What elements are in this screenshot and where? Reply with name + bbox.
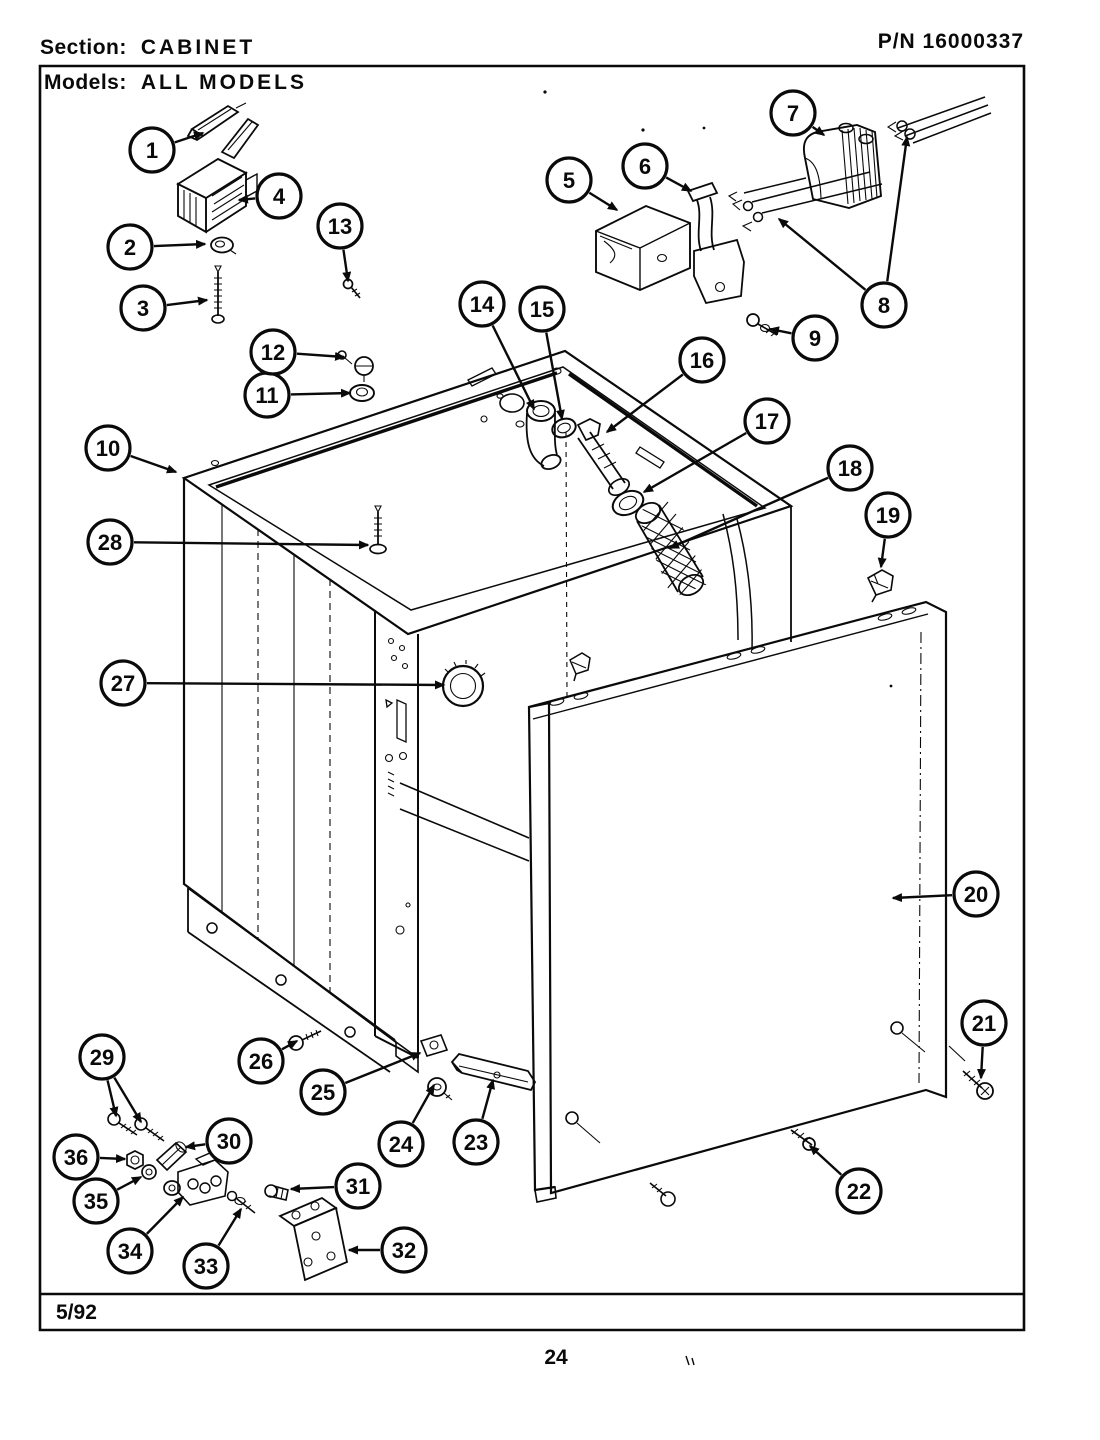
callout-number: 17	[754, 409, 780, 434]
part-grommet-11	[350, 385, 374, 401]
section-label: Section:	[40, 36, 127, 59]
part-console-box-5	[596, 206, 690, 290]
callout-number: 29	[89, 1045, 115, 1070]
callout-number: 27	[110, 671, 136, 696]
part-front-panel-20	[529, 602, 946, 1202]
callout-23	[454, 1080, 498, 1164]
callout-leader	[345, 1053, 420, 1083]
callout-number: 3	[136, 296, 150, 321]
callout-9	[770, 316, 837, 360]
callout-leader	[670, 478, 828, 548]
callout-leader	[644, 433, 746, 492]
callout-7	[771, 91, 824, 135]
part-bracket-32	[280, 1198, 347, 1280]
part-plug-button-2	[211, 238, 236, 255]
callout-leader	[779, 219, 865, 290]
callout-number: 9	[808, 326, 822, 351]
callout-number: 10	[95, 436, 121, 461]
callout-number: 36	[63, 1145, 89, 1170]
callout-32	[349, 1228, 426, 1272]
callout-leader	[413, 1085, 434, 1123]
callout-22	[810, 1146, 881, 1213]
callout-16	[607, 338, 724, 432]
callout-layer	[54, 91, 1006, 1288]
part-screw-26	[289, 1030, 321, 1050]
callout-leader	[297, 354, 344, 357]
part-cap-clip	[570, 653, 590, 681]
callout-leader	[147, 1197, 183, 1234]
models-value: ALL MODELS	[140, 71, 307, 94]
callout-number: 11	[255, 383, 279, 408]
models-label: Models:	[44, 71, 127, 94]
callout-19	[866, 493, 910, 567]
part-inlet-tube-16	[578, 419, 632, 499]
part-screws-29	[108, 1113, 164, 1141]
callout-leader	[154, 244, 205, 246]
callout-number: 30	[216, 1129, 242, 1154]
callout-number: 28	[97, 530, 123, 555]
part-knob-27	[443, 660, 485, 706]
callout-leader	[167, 300, 207, 305]
callout-number: 34	[117, 1239, 143, 1264]
callout-leader	[239, 198, 255, 200]
part-bulb-31	[265, 1185, 288, 1200]
callout-12	[251, 330, 344, 374]
part-screw-cap-12	[338, 351, 373, 382]
callout-35	[74, 1177, 141, 1223]
callout-leader	[493, 326, 534, 409]
part-number: P/N 16000337	[877, 30, 1024, 53]
callout-leader	[589, 193, 617, 210]
part-base-trim-23	[452, 1054, 535, 1090]
callout-34	[108, 1197, 183, 1273]
part-screw-bottom	[650, 1183, 675, 1206]
callout-leader	[134, 542, 368, 545]
callout-leader	[887, 137, 907, 281]
callout-leader	[881, 539, 885, 567]
callout-leader	[666, 177, 691, 191]
part-switch-7	[804, 124, 881, 209]
part-ring-15	[550, 415, 579, 440]
callout-29	[80, 1035, 141, 1122]
callout-number: 5	[562, 168, 576, 193]
callout-leader	[219, 1209, 241, 1246]
part-mesh-hose-18	[630, 499, 714, 602]
callout-leader	[810, 1146, 841, 1175]
callout-number: 4	[272, 184, 286, 209]
callout-18	[670, 446, 872, 548]
callout-number: 16	[689, 348, 715, 373]
callout-number: 1	[145, 138, 159, 163]
part-washer-35	[142, 1165, 156, 1179]
callout-number: 2	[123, 235, 137, 260]
callout-number: 23	[463, 1130, 489, 1155]
callout-leader	[981, 1047, 983, 1078]
callout-33	[184, 1209, 241, 1288]
callout-1	[130, 128, 203, 172]
callout-leader	[291, 1187, 334, 1189]
callout-25	[301, 1053, 420, 1114]
callout-21	[962, 1001, 1006, 1078]
callout-number: 33	[193, 1254, 219, 1279]
callout-leader	[291, 393, 350, 394]
callout-number: 35	[83, 1189, 109, 1214]
callout-31	[291, 1164, 380, 1208]
cabinet-body	[184, 478, 791, 1072]
callout-2	[108, 225, 205, 269]
callout-number: 21	[971, 1011, 997, 1036]
callout-11	[245, 373, 350, 417]
page-border	[40, 66, 1024, 1330]
callout-leader	[147, 683, 444, 685]
callout-number: 22	[846, 1179, 872, 1204]
callout-number: 14	[469, 292, 495, 317]
callout-10	[86, 426, 176, 472]
callout-number: 6	[638, 154, 652, 179]
callout-27	[101, 661, 444, 705]
callout-leader	[186, 1144, 205, 1147]
part-nut-36	[127, 1151, 143, 1169]
part-screw-3	[212, 266, 224, 323]
part-cone-30	[157, 1140, 188, 1170]
callout-number: 7	[786, 101, 800, 126]
callout-leader	[100, 1158, 125, 1159]
callout-number: 18	[837, 456, 863, 481]
part-clip-25	[421, 1035, 447, 1056]
callout-leader	[343, 250, 348, 281]
callout-8	[779, 137, 907, 327]
part-ring-17	[609, 486, 647, 519]
part-screw-9	[747, 314, 777, 336]
callout-number: 32	[391, 1238, 417, 1263]
revision-date: 5/92	[56, 1301, 97, 1324]
callout-6	[623, 144, 691, 191]
part-screw-13	[344, 280, 361, 299]
callout-number: 13	[327, 214, 353, 239]
part-screw-28	[370, 506, 386, 554]
callout-5	[547, 158, 617, 210]
part-screw-21	[949, 1046, 993, 1099]
callout-number: 25	[310, 1080, 336, 1105]
callout-leader	[893, 895, 952, 898]
callout-leader	[108, 1080, 116, 1116]
callout-3	[121, 286, 207, 330]
callout-number: 24	[388, 1132, 414, 1157]
callout-13	[318, 204, 362, 281]
callout-number: 19	[875, 503, 901, 528]
callout-number: 15	[529, 297, 555, 322]
section-value: CABINET	[140, 36, 256, 59]
page-number: 24	[544, 1346, 568, 1369]
callout-number: 12	[260, 340, 286, 365]
part-wire-terminals-8	[729, 97, 991, 231]
callout-number: 26	[248, 1049, 274, 1074]
callout-leader	[482, 1080, 493, 1119]
callout-30	[186, 1119, 251, 1163]
callout-36	[54, 1135, 125, 1179]
callout-24	[379, 1085, 434, 1166]
callout-number: 31	[345, 1174, 371, 1199]
callout-26	[239, 1039, 297, 1083]
part-clip-19	[868, 570, 893, 602]
callout-number: 20	[963, 882, 989, 907]
callout-leader	[117, 1177, 141, 1190]
callout-leader	[131, 456, 176, 472]
callout-number: 8	[877, 293, 891, 318]
